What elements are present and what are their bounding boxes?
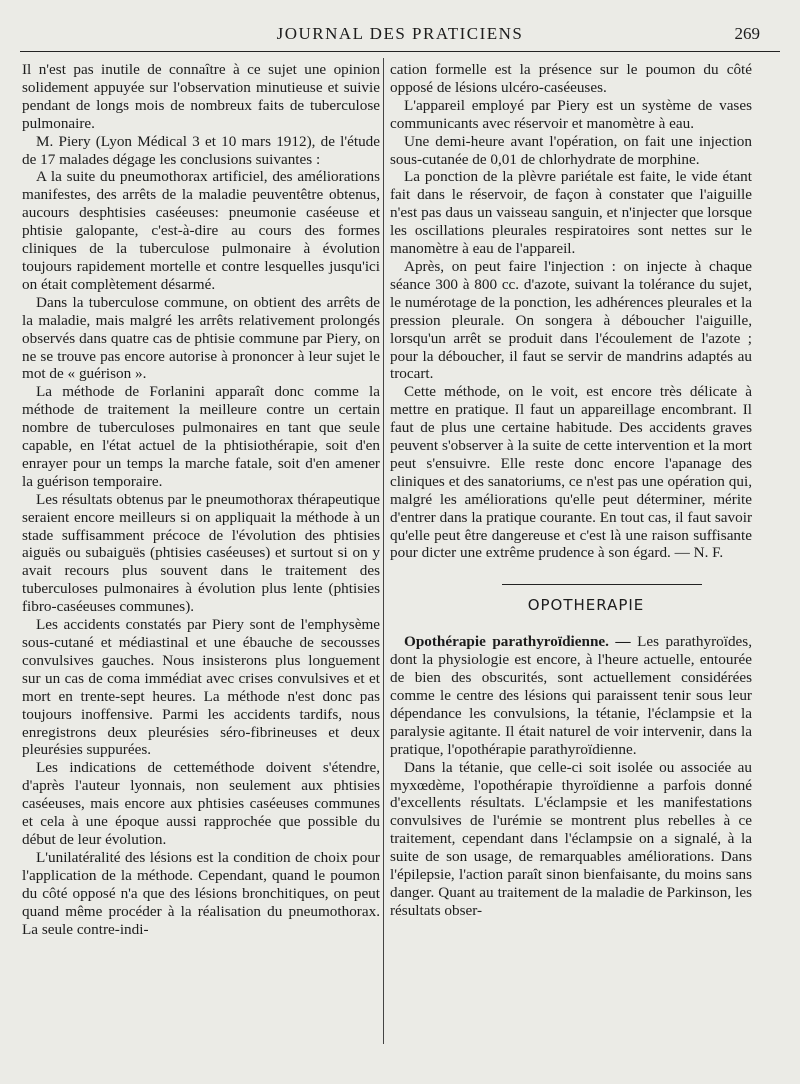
paragraph: Cette méthode, on le voit, est encore très délicate à mettre en pratique. Il faut un appareillage encombrant. Il faut de plus une certaine habitude. Des accidents graves peuvent s'observer à la suite de cette intervention et la mort peut s'ensuivre. Elle reste donc encore l'apanage des cliniques et des sanatoriums, ce n'est pas une opération qui, malgré les améliorations qu'elle peut déterminer, mérite d'entrer dans la pratique courante. En tout cas, il faut savoir qu'elle peut être dangereuse et c'est là une raison suffisante pour dicter une extrême prudence à son égard. — N. F. — [390, 383, 752, 562]
section-subtitle: Opothérapie parathyroïdienne. — — [404, 633, 631, 651]
paragraph: Dans la tuberculose commune, on obtient des arrêts de la maladie, mais malgré les arrêts relativement prolongés observés dans quatre cas de phtisie commune par Piery, on ne se trouve pas encore autorise à prononcer à leur sujet le mot de « guérison ». — [22, 293, 380, 383]
paragraph: La ponction de la plèvre pariétale est faite, le vide étant fait dans le réservoir, de façon à constater que l'aiguille n'est pas daus un vaisseau sanguin, et n'injecter que lorsque les oscillations pleurales respiratoires sont nettes sur le manomètre à eau de l'appareil. — [390, 168, 752, 258]
paragraph: Une demi-heure avant l'opération, on fait une injection sous-cutanée de 0,01 de chlorhydrate de morphine. — [390, 132, 752, 168]
left-column — [22, 61, 380, 938]
paragraph: Les indications de cetteméthode doivent s'étendre, d'après l'auteur lyonnais, non seulement aux phtisies caséeuses, mais encore aux phtisies caséeuses communes et cela à une époque aussi rapprochée que possible du début de leur évolution. — [22, 759, 380, 848]
paragraph: Les accidents constatés par Piery sont de l'emphysème sous-cutané et médiastinal et une ébauche de secousses convulsives gauches. Nous insisterons plus longuement sur un cas de coma immédiat avec crises convulsives et et mort en trente-sept heures. La méthode n'est donc pas toujours inoffensive. Parmi les accidents tardifs, nous enregistrons deux pleurésies séro-fibrineuses et deux pleurésies suppurées. — [22, 616, 380, 759]
page-number: 269 — [734, 24, 760, 43]
paragraph: Les résultats obtenus par le pneumothorax thérapeutique seraient encore meilleurs si on appliquait la méthode à un stade suffisamment précoce de l'évolution des phtisies aiguës ou subaiguës (phtisies caséeuses) et surtout si on y avait recours plus souvent dans le traitement des tuberculoses pulmonaires à évolution plus lente (phtisies fibro-caséeuses communes). — [22, 490, 380, 616]
paragraph: Il n'est pas inutile de connaître à ce sujet une opinion solidement appuyée sur l'observation minutieuse et suivie pendant de longs mois de nombreux faits de tuberculose pulmonaire. — [22, 61, 380, 132]
column-divider — [383, 58, 384, 1044]
header-rule — [20, 51, 780, 52]
right-column — [390, 61, 752, 920]
paragraph: L'unilatéralité des lésions est la condition de choix pour l'application de la méthode. Cependant, quand le poumon du côté opposé n'a que des lésions bronchitiques, on peut quand même procéder à la réalisation du pneumothorax. La seule contre-indi- — [22, 848, 380, 938]
paragraph: cation formelle est la présence sur le poumon du côté opposé de lésions ulcéro-caséeuses. — [390, 61, 752, 96]
section-title: OPOTHERAPIE — [527, 596, 645, 615]
section-paragraph-text: Les parathyroïdes, dont la physiologie est encore, à l'heure actuelle, entourée de bien des obscurités, sont actuellement considérées comme le centre des lésions qui paraissent tenir sous leur dépendance les convulsions, la tétanie, l'éclampsie et la paralysie agitante. Il était naturel de voir intervenir, dans la pratique, l'opothérapie parathyroïdienne. — [390, 633, 752, 758]
section-paragraph: Dans la tétanie, que celle-ci soit isolée ou associée au myxœdème, l'opothérapie thyroïdienne a parfois donné d'excellents résultats. L'éclampsie et les manifestations convulsives de l'urémie se montrent plus rebelles à ce traitement, cependant dans l'éclampsie on a signalé, à la suite de son usage, de remarquables améliorations. Dans l'épilepsie, l'action paraît sinon bienfaisante, du moins sans danger. Quant au traitement de la maladie de Parkinson, les résultats obser- — [390, 758, 752, 919]
journal-title: JOURNAL DES PRATICIENS — [276, 24, 524, 43]
section-paragraph — [390, 633, 752, 758]
paragraph: L'appareil employé par Piery est un système de vases communicants avec réservoir et manomètre à eau. — [390, 96, 752, 132]
paragraph: La méthode de Forlanini apparaît donc comme la méthode de traitement la meilleure contre un certain nombre de tuberculoses pulmonaires en tant que seule capable, en l'état actuel de la phtisiothérapie, soit d'en enrayer pour un temps la marche fatale, soit d'en amener la guérison temporaire. — [22, 383, 380, 490]
page-header — [0, 22, 800, 48]
paragraph: A la suite du pneumothorax artificiel, des améliorations manifestes, des arrêts de la maladie peuventêtre obtenus, aucours desphtisies caséeuses: pneumonie caséeuse et phtisie galopante, c'est-à-dire au cours des formes cliniques de la tuberculose pulmonaire à évolution toujours rapidement mortelle et contre lesquelles jusqu'ici on était complètement désarmé. — [22, 168, 380, 293]
paragraph: Après, on peut faire l'injection : on injecte à chaque séance 300 à 800 cc. d'azote, suivant la tolérance du sujet, le numérotage de la ponction, les adhérences pleurales et la pression pleurale. On songera à déboucher l'aiguille, lorsqu'un arrêt se produit dans l'écoulement de l'azote ; pour la déboucher, il faut se servir de mandrins adaptés au trocart. — [390, 257, 752, 383]
section-rule — [502, 584, 702, 585]
paragraph: M. Piery (Lyon Médical 3 et 10 mars 1912), de l'étude de 17 malades dégage les conclusions suivantes : — [22, 132, 380, 168]
